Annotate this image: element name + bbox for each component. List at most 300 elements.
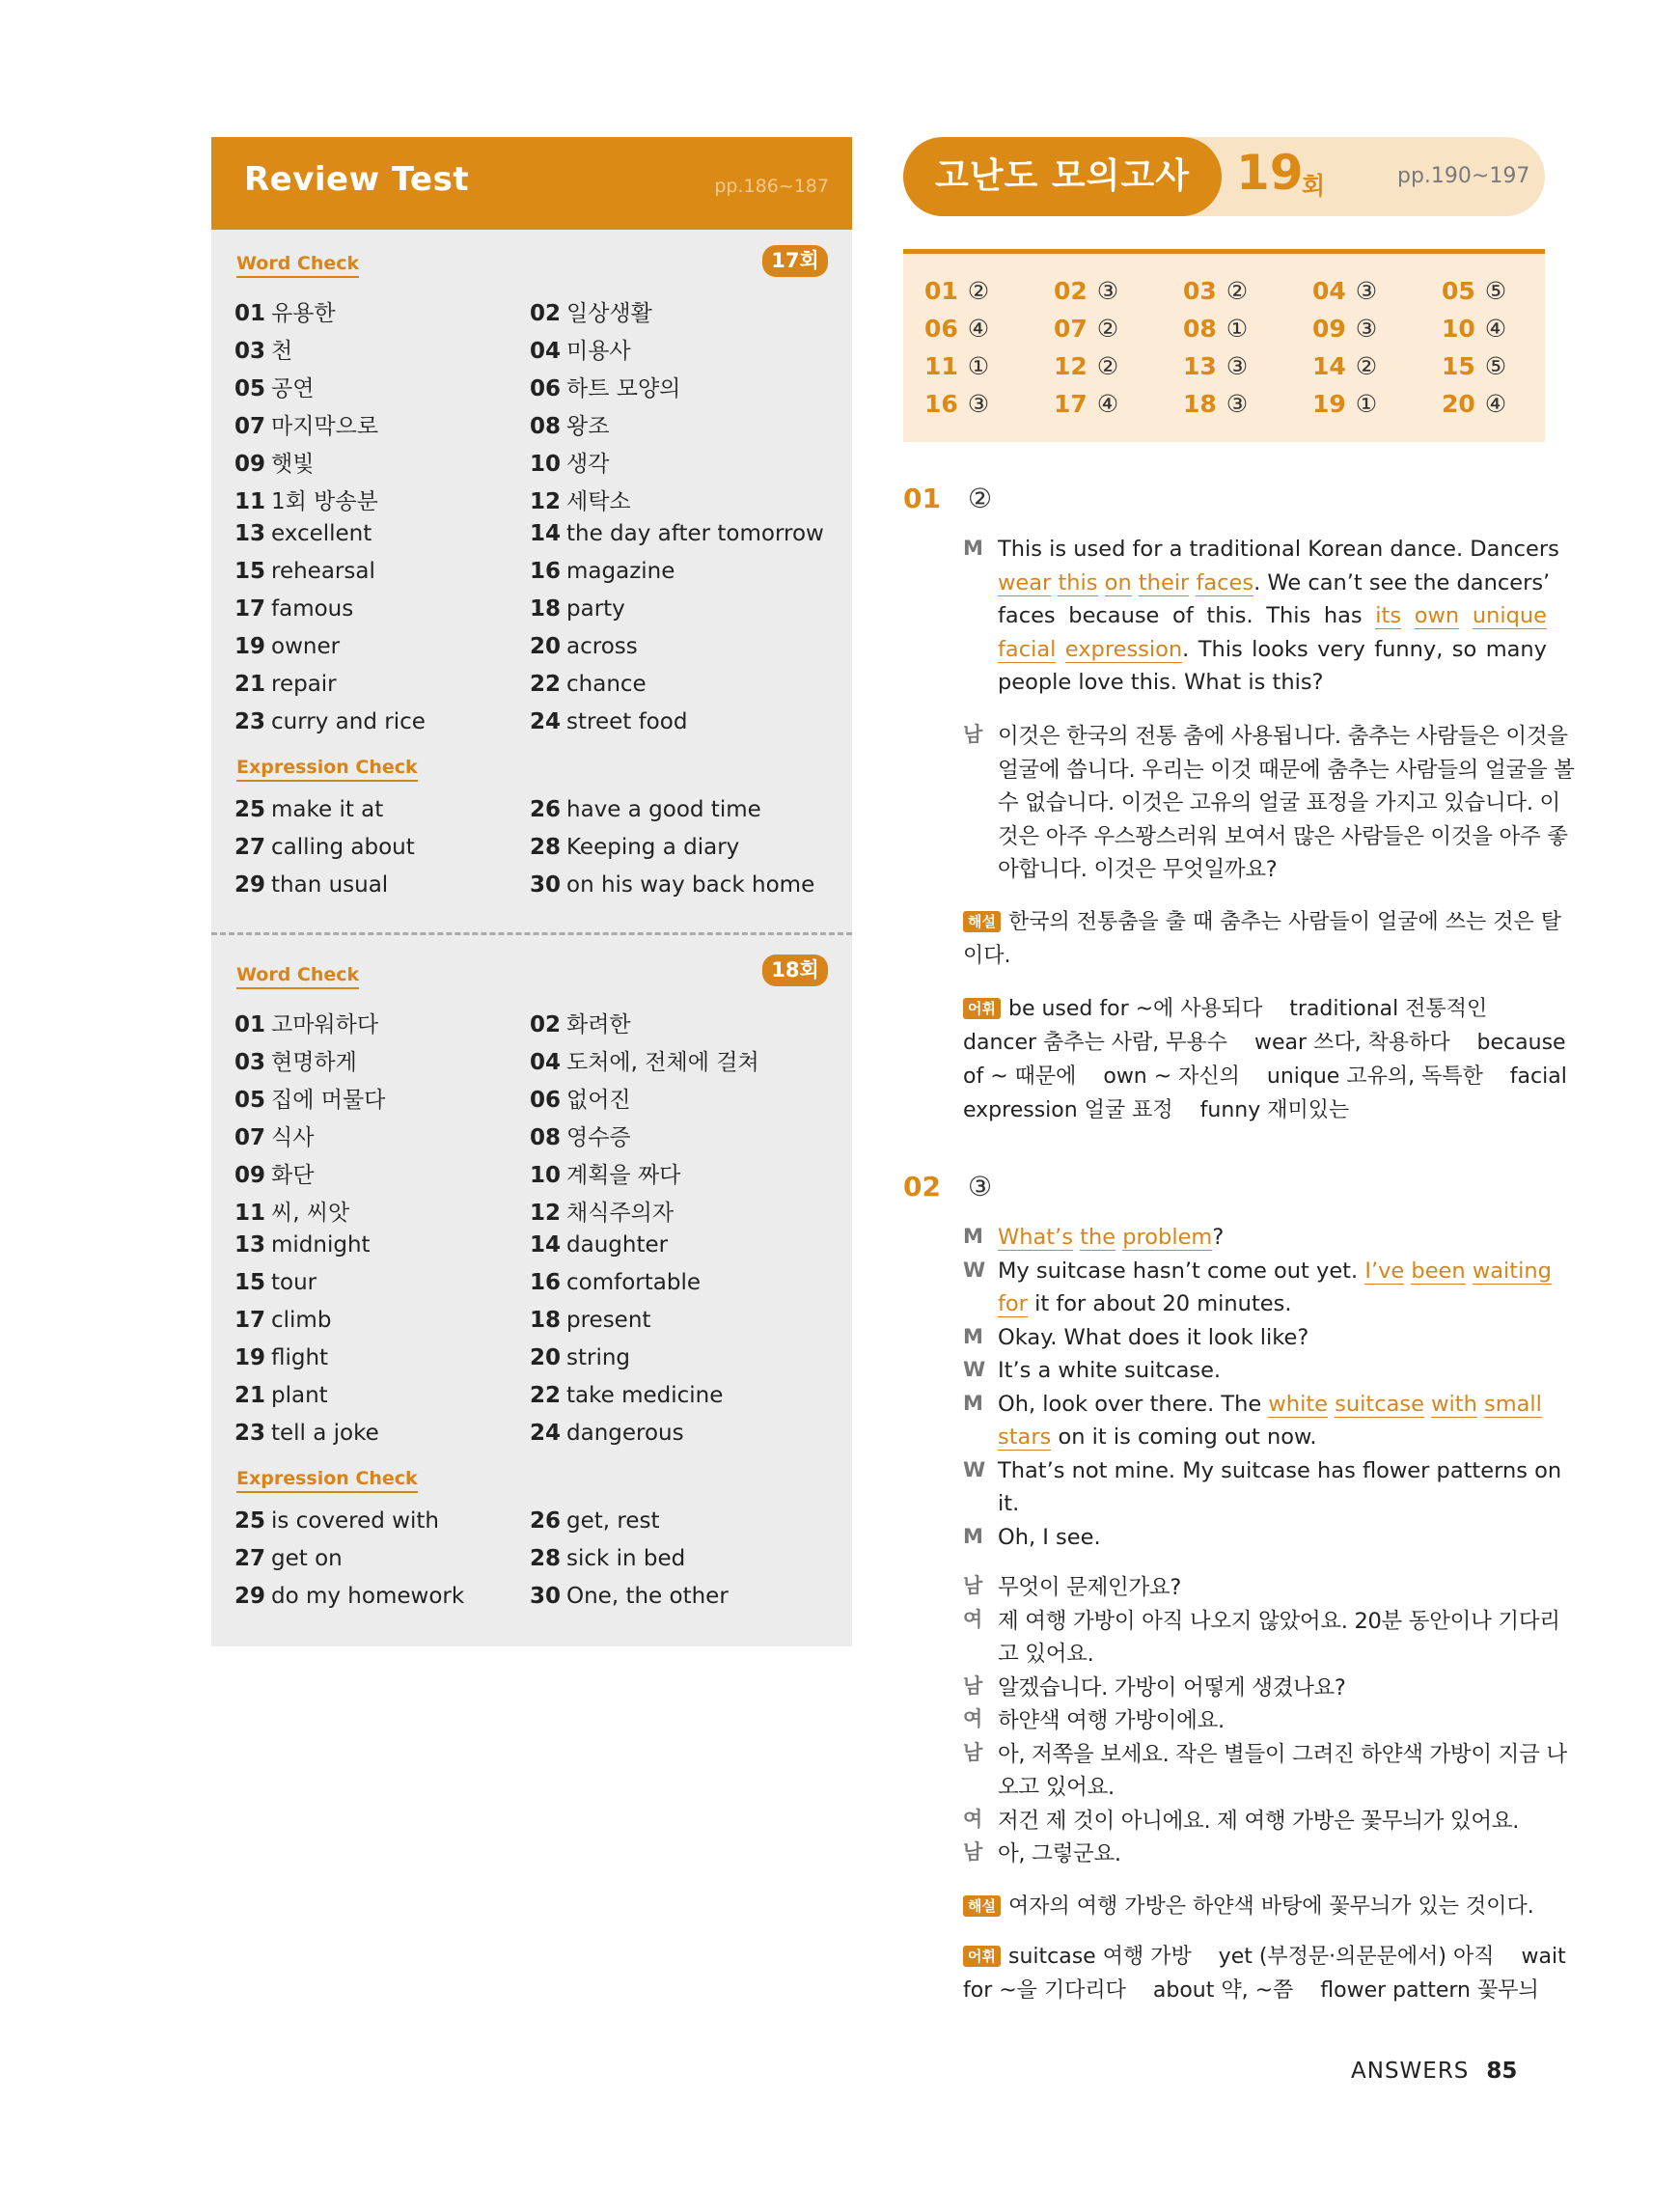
- word-check-item: [234, 1232, 530, 1270]
- word-check-item: [234, 559, 530, 596]
- answer-cell: [1312, 315, 1442, 352]
- item-number: 24: [530, 709, 562, 734]
- word-check-item: [530, 295, 829, 333]
- script-line: [963, 569, 1551, 604]
- explanation-tag: 해설: [963, 1895, 1001, 1917]
- line-text: [998, 857, 1277, 882]
- answer-number: 01: [924, 277, 958, 305]
- script-line: [963, 753, 1575, 787]
- script-line: [963, 1392, 1547, 1425]
- text-segment: 이것은 한국의 전통 춤에 사용됩니다. 춤추는 사람들은 이것을: [998, 724, 1568, 749]
- word-check-item: [234, 1082, 530, 1120]
- text-segment: 아, 그렇군요.: [998, 1841, 1121, 1866]
- expression-check-item: [530, 797, 829, 835]
- item-text: tell a joke: [271, 1421, 379, 1446]
- word-check-item: [234, 709, 530, 747]
- item-text: owner: [271, 634, 341, 659]
- answer-number: 15: [1442, 352, 1475, 380]
- word-check-item: [530, 634, 829, 672]
- word-check-item: [530, 709, 829, 747]
- note-text: for ~을 기다리다 about 약, ~쯤 flower pattern 꽃무늬: [963, 1978, 1539, 2003]
- explanation-line: [963, 939, 1547, 973]
- underlined-answer: problem: [1122, 1225, 1213, 1250]
- word-check-heading: Word Check: [236, 253, 359, 278]
- expression-check-item: [530, 872, 829, 910]
- item-number: 21: [234, 672, 266, 697]
- speaker-label: M: [963, 1324, 983, 1348]
- vocab-line: [963, 1060, 1567, 1093]
- item-number: 23: [234, 709, 266, 734]
- text-segment: Oh, I see.: [998, 1524, 1101, 1550]
- line-text: [998, 1358, 1221, 1383]
- line-text: [998, 1675, 1346, 1700]
- item-text: get, rest: [566, 1508, 660, 1534]
- text-segment: 제 여행 가방이 아직 나오지 않았어요. 20분 동안이나 기다리: [998, 1608, 1560, 1634]
- item-number: 03: [234, 339, 266, 364]
- item-number: 23: [234, 1421, 266, 1446]
- word-check-item: [234, 1383, 530, 1421]
- answer-number: 16: [924, 390, 958, 418]
- item-text: 고마워하다: [271, 1012, 379, 1037]
- answer-choice: ③: [1226, 390, 1249, 418]
- answer-choice: ①: [967, 352, 990, 380]
- word-check-item: [530, 1120, 829, 1157]
- word-check-item: [234, 1157, 530, 1195]
- word-check-item: [234, 1421, 530, 1458]
- underlined-answer: suitcase: [1335, 1391, 1424, 1417]
- line-text: [998, 719, 1568, 750]
- expression-check-item: [234, 797, 530, 835]
- underlined-answer: this: [1058, 569, 1098, 595]
- answer-cell: [1442, 390, 1571, 428]
- item-text: 화단: [271, 1163, 315, 1188]
- text-segment: on it is coming out now.: [1051, 1424, 1317, 1450]
- speaker-label: 남: [963, 1673, 982, 1698]
- script-line: [963, 1291, 1547, 1325]
- script-line: [963, 786, 1560, 819]
- item-text: do my homework: [271, 1584, 465, 1609]
- answer-cell: [1442, 315, 1571, 352]
- page-footer: [1351, 2059, 1517, 2084]
- item-number: 14: [530, 521, 562, 546]
- answer-number: 20: [1442, 390, 1475, 418]
- text-segment: [1466, 1258, 1473, 1284]
- text-segment: That’s not mine. My suitcase has flower patterns on: [998, 1457, 1562, 1483]
- script-line: [963, 1804, 1547, 1838]
- speaker-label: W: [963, 1457, 986, 1481]
- answer-cell: [924, 390, 1054, 428]
- item-text: 일상생활: [566, 301, 652, 326]
- item-number: 02: [530, 1012, 562, 1037]
- script-line: [963, 1258, 1552, 1292]
- mock-test-unit: 회: [1302, 172, 1326, 200]
- speaker-label: 남: [963, 1740, 982, 1764]
- explanation-line: [963, 1890, 1547, 1923]
- item-number: 22: [530, 1383, 562, 1408]
- answer-choice: ③: [1226, 352, 1249, 380]
- script-line: [963, 1325, 1547, 1359]
- item-number: 10: [530, 1163, 562, 1188]
- line-text: [998, 637, 1547, 662]
- speaker-label: M: [963, 1225, 983, 1248]
- item-number: 17: [234, 596, 266, 622]
- item-text: comfortable: [566, 1270, 701, 1295]
- mock-test-header: [903, 137, 1545, 216]
- item-number: 08: [530, 1125, 562, 1150]
- word-check-item: [234, 1308, 530, 1345]
- note-text: of ~ 때문에 own ~ 자신의 unique 고유의, 독특한 facial: [963, 1065, 1567, 1089]
- answer-choice: ④: [1484, 315, 1507, 343]
- line-text: [998, 603, 1547, 628]
- item-text: repair: [271, 672, 337, 697]
- item-number: 08: [530, 414, 562, 439]
- underlined-answer: What’s: [998, 1225, 1073, 1250]
- word-check-item: [530, 1195, 829, 1232]
- item-text: 공연: [271, 376, 315, 401]
- item-text: midnight: [271, 1232, 371, 1258]
- script-line: [963, 1424, 1547, 1458]
- underlined-answer: their: [1138, 569, 1190, 595]
- text-segment: . We can’t see the dancers’: [1253, 569, 1551, 595]
- word-check-item: [530, 521, 829, 559]
- word-check-item: [530, 1270, 829, 1308]
- item-text: 유용한: [271, 301, 336, 326]
- text-segment: [1056, 637, 1064, 662]
- item-text: calling about: [271, 835, 415, 860]
- expression-check-heading: Expression Check: [236, 1468, 418, 1493]
- item-number: 11: [234, 1201, 266, 1226]
- answer-cell: [1312, 352, 1442, 390]
- item-number: 05: [234, 1088, 266, 1113]
- word-check-item: [530, 596, 829, 634]
- item-text: daughter: [566, 1232, 669, 1258]
- answer-choice: ②: [1096, 315, 1119, 343]
- line-text: [998, 1225, 1224, 1251]
- text-segment: 아, 저쪽을 보세요. 작은 별들이 그려진 하얀색 가방이 지금 나: [998, 1741, 1567, 1767]
- underlined-answer: been: [1411, 1258, 1466, 1284]
- word-check-item: [234, 672, 530, 709]
- speaker-label: 남: [963, 723, 982, 746]
- script-line: [963, 719, 1568, 753]
- answer-cell: [1054, 352, 1183, 390]
- word-check-item: [530, 672, 829, 709]
- underlined-answer: stars: [998, 1424, 1052, 1450]
- question-answer: ③: [967, 1171, 993, 1203]
- answer-choice: ②: [1226, 277, 1249, 305]
- note-text: 여자의 여행 가방은 하얀색 바탕에 꽃무늬가 있는 것이다.: [1007, 1894, 1534, 1919]
- script-line: [963, 603, 1547, 637]
- speaker-label: 여: [963, 1807, 982, 1831]
- note-text: be used for ~에 사용되다 traditional 전통적인: [1007, 997, 1488, 1021]
- item-number: 29: [234, 872, 266, 898]
- review-test-header: [211, 137, 852, 230]
- script-line: [963, 1671, 1547, 1704]
- line-text: [998, 1258, 1552, 1285]
- answer-choice: ⑤: [1484, 277, 1507, 305]
- item-number: 30: [530, 872, 562, 898]
- script-line: [963, 1570, 1547, 1604]
- item-number: 05: [234, 376, 266, 401]
- item-text: than usual: [271, 872, 389, 898]
- footer-label: ANSWERS: [1351, 2059, 1470, 2084]
- speaker-label: M: [963, 1391, 983, 1415]
- item-number: 07: [234, 414, 266, 439]
- expression-check-item: [530, 1508, 829, 1546]
- expression-check-item: [234, 872, 530, 910]
- answer-number: 18: [1183, 390, 1217, 418]
- line-text: [998, 786, 1560, 816]
- script-line: [963, 1637, 1547, 1671]
- speaker-label: W: [963, 1258, 986, 1282]
- item-text: climb: [271, 1308, 332, 1333]
- item-number: 26: [530, 1508, 562, 1534]
- answer-cell: [1054, 277, 1183, 315]
- item-number: 01: [234, 1012, 266, 1037]
- item-number: 24: [530, 1421, 562, 1446]
- item-number: 19: [234, 634, 266, 659]
- item-number: 18: [530, 596, 562, 622]
- word-check-item: [234, 1270, 530, 1308]
- session-badge: 17회: [762, 245, 828, 277]
- item-number: 29: [234, 1584, 266, 1609]
- item-text: 햇빛: [271, 452, 315, 477]
- item-number: 11: [234, 489, 266, 514]
- item-number: 07: [234, 1125, 266, 1150]
- mock-test-number: 19: [1236, 145, 1304, 201]
- answer-cell: [924, 352, 1054, 390]
- underlined-answer: on: [1104, 569, 1132, 595]
- expression-check-list: [234, 1508, 833, 1621]
- word-check-item: [234, 484, 530, 521]
- q01-explanation: [963, 905, 1561, 973]
- word-check-list: [234, 295, 833, 747]
- text-segment: 것은 아주 우스꽝스러워 보여서 많은 사람들은 이것을 아주 좋: [998, 823, 1568, 849]
- answer-number: 05: [1442, 277, 1475, 305]
- script-line: [963, 852, 1547, 886]
- answer-cell: [1183, 390, 1312, 428]
- answer-cell: [1183, 277, 1312, 315]
- explanation-tag: 해설: [963, 911, 1001, 932]
- item-number: 09: [234, 1163, 266, 1188]
- word-check-item: [530, 446, 829, 484]
- script-line: [963, 1837, 1547, 1870]
- item-text: 마지막으로: [271, 414, 379, 439]
- q01-vocab: [963, 992, 1567, 1127]
- item-number: 06: [530, 1088, 562, 1113]
- item-number: 09: [234, 452, 266, 477]
- item-text: flight: [271, 1345, 329, 1370]
- line-text: [998, 1525, 1101, 1550]
- answer-cell: [1183, 352, 1312, 390]
- session-badge: 18회: [762, 954, 828, 986]
- underlined-answer: I’ve: [1364, 1258, 1405, 1284]
- answer-choice: ②: [1096, 352, 1119, 380]
- item-number: 28: [530, 1546, 562, 1571]
- item-text: 세탁소: [566, 489, 631, 514]
- line-text: [998, 1642, 1093, 1667]
- line-text: [998, 1737, 1567, 1768]
- item-number: 15: [234, 1270, 266, 1295]
- word-check-item: [530, 1157, 829, 1195]
- answer-choice: ②: [967, 277, 990, 305]
- item-text: 미용사: [566, 339, 631, 364]
- item-text: dangerous: [566, 1421, 684, 1446]
- line-text: [998, 1708, 1225, 1733]
- text-segment: 수 없습니다. 이것은 고유의 얼굴 표정을 가지고 있습니다. 이: [998, 790, 1560, 816]
- answer-number: 07: [1054, 315, 1088, 343]
- text-segment: faces because of this. This has: [998, 603, 1376, 628]
- item-text: curry and rice: [271, 709, 426, 734]
- line-text: [998, 1604, 1560, 1635]
- word-check-item: [234, 371, 530, 408]
- question-number: 02: [903, 1171, 941, 1203]
- word-check-item: [234, 408, 530, 446]
- word-check-heading: Word Check: [236, 964, 359, 989]
- item-text: 씨, 씨앗: [271, 1201, 350, 1226]
- answer-choice: ③: [1355, 277, 1378, 305]
- expression-check-item: [530, 835, 829, 872]
- word-check-item: [530, 1308, 829, 1345]
- q02-vocab: [963, 1940, 1566, 2007]
- item-number: 20: [530, 1345, 562, 1370]
- note-text: dancer 춤추는 사람, 무용수 wear 쓰다, 착용하다 because: [963, 1031, 1566, 1055]
- item-number: 18: [530, 1308, 562, 1333]
- answer-choice: ①: [1355, 390, 1378, 418]
- item-text: 집에 머물다: [271, 1088, 386, 1113]
- word-check-list: [234, 1007, 833, 1458]
- item-text: present: [566, 1308, 651, 1333]
- vocab-line: [963, 992, 1547, 1026]
- expression-check-heading: Expression Check: [236, 757, 418, 782]
- answer-cell: [1312, 277, 1442, 315]
- item-text: 도처에, 전체에 걸쳐: [566, 1050, 759, 1075]
- q02-script-en: [963, 1225, 1562, 1558]
- text-segment: [1132, 570, 1139, 595]
- item-text: 1회 방송분: [271, 489, 378, 514]
- item-number: 21: [234, 1383, 266, 1408]
- script-line: [963, 1770, 1547, 1804]
- word-check-item: [234, 446, 530, 484]
- item-text: string: [566, 1345, 631, 1370]
- speaker-label: 남: [963, 1840, 982, 1864]
- item-number: 30: [530, 1584, 562, 1609]
- line-text: [998, 1392, 1542, 1418]
- word-check-item: [234, 333, 530, 371]
- item-text: take medicine: [566, 1383, 724, 1408]
- script-line: [963, 819, 1568, 853]
- underlined-answer: wear: [998, 569, 1052, 595]
- item-number: 25: [234, 1508, 266, 1534]
- text-segment: 무엇이 문제인가요?: [998, 1575, 1181, 1600]
- q02-explanation: [963, 1890, 1547, 1923]
- item-number: 19: [234, 1345, 266, 1370]
- answer-number: 09: [1312, 315, 1346, 343]
- item-number: 12: [530, 489, 562, 514]
- item-text: make it at: [271, 797, 384, 822]
- expression-check-item: [530, 1546, 829, 1584]
- item-text: 화려한: [566, 1012, 631, 1037]
- answer-cell: [1312, 390, 1442, 428]
- item-number: 14: [530, 1232, 562, 1258]
- underlined-answer: with: [1431, 1391, 1477, 1417]
- item-text: party: [566, 596, 625, 622]
- item-number: 10: [530, 452, 562, 477]
- line-text: [998, 1325, 1308, 1350]
- explanation-line: [963, 905, 1561, 939]
- word-check-item: [234, 1345, 530, 1383]
- review-test-panel: [211, 137, 852, 1646]
- word-check-item: [530, 1082, 829, 1120]
- section-divider: [211, 932, 852, 935]
- word-check-item: [234, 1007, 530, 1044]
- script-line: [963, 1358, 1547, 1392]
- item-text: 영수증: [566, 1125, 631, 1150]
- answer-cell: [1054, 315, 1183, 352]
- word-check-item: [530, 1383, 829, 1421]
- text-segment: it for about 20 minutes.: [1027, 1291, 1292, 1316]
- item-number: 13: [234, 521, 266, 546]
- word-check-item: [530, 484, 829, 521]
- expression-check-item: [234, 835, 530, 872]
- answer-number: 13: [1183, 352, 1217, 380]
- text-segment: [1459, 603, 1473, 628]
- underlined-answer: for: [998, 1291, 1028, 1316]
- answer-cell: [1054, 390, 1183, 428]
- item-text: 현명하게: [271, 1050, 357, 1075]
- answer-number: 11: [924, 352, 958, 380]
- item-text: 하트 모양의: [566, 376, 681, 401]
- note-text: expression 얼굴 표정 funny 재미있는: [963, 1098, 1350, 1122]
- word-check-item: [234, 1195, 530, 1232]
- question-02-heading: [903, 1171, 992, 1203]
- script-line: [963, 637, 1547, 671]
- item-text: famous: [271, 596, 354, 622]
- question-number: 01: [903, 483, 941, 514]
- speaker-label: W: [963, 1358, 986, 1381]
- answer-number: 06: [924, 315, 958, 343]
- item-number: 16: [530, 559, 562, 584]
- speaker-label: M: [963, 1524, 983, 1548]
- answer-choice: ④: [1484, 390, 1507, 418]
- answer-number: 17: [1054, 390, 1088, 418]
- underlined-answer: unique: [1472, 603, 1548, 628]
- item-text: magazine: [566, 559, 675, 584]
- text-segment: 하얀색 여행 가방이에요.: [998, 1708, 1225, 1733]
- line-text: [998, 1841, 1121, 1866]
- word-check-item: [530, 559, 829, 596]
- underlined-answer: waiting: [1472, 1258, 1552, 1284]
- item-text: 생각: [566, 452, 610, 477]
- expression-check-list: [234, 797, 833, 910]
- text-segment: 고 있어요.: [998, 1642, 1094, 1667]
- line-text: [998, 1575, 1181, 1600]
- text-segment: 저건 제 것이 아니에요. 제 여행 가방은 꽃무늬가 있어요.: [998, 1808, 1520, 1834]
- page-number: 85: [1486, 2059, 1518, 2084]
- item-text: get on: [271, 1546, 343, 1571]
- script-line: [963, 670, 1547, 704]
- item-number: 04: [530, 1050, 562, 1075]
- item-number: 01: [234, 301, 266, 326]
- word-check-item: [234, 1044, 530, 1082]
- item-number: 13: [234, 1232, 266, 1258]
- note-text: 이다.: [963, 944, 1011, 968]
- item-text: is covered with: [271, 1508, 439, 1534]
- q01-script-en: [963, 537, 1559, 704]
- speaker-label: 남: [963, 1574, 982, 1597]
- item-number: 03: [234, 1050, 266, 1075]
- question-answer: ②: [967, 483, 993, 514]
- text-segment: ?: [1212, 1225, 1225, 1250]
